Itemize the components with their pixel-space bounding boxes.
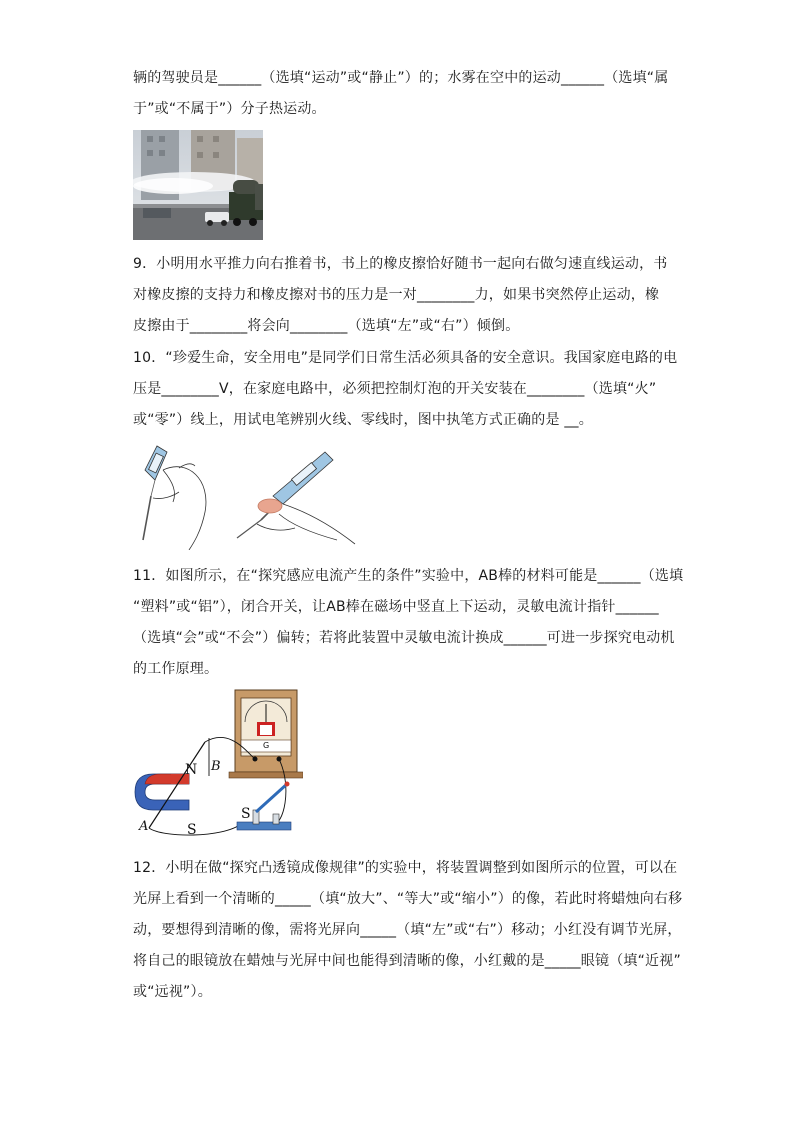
- rod-end-label-a: A: [139, 819, 149, 834]
- test-pen-grip-b: [237, 452, 355, 544]
- q10-line-2: 压是________V，在家庭电路中，必须把控制灯泡的开关安装在________（选填“火”: [133, 381, 657, 397]
- q9-line-1: 9．小明用水平推力向右推着书，书上的橡皮擦恰好随书一起向右做匀速直线运动，书: [133, 256, 668, 272]
- ab-rod: [149, 742, 205, 828]
- q12-line-5: 或“远视”）。: [133, 984, 212, 1000]
- q11-line-4: 的工作原理。: [133, 661, 219, 677]
- galvanometer-icon: [229, 690, 303, 778]
- q12-line-1: 12．小明在做“探究凸透镜成像规律”的实验中，将装置调整到如图所示的位置，可以在: [133, 860, 678, 876]
- fog-cannon-truck-photo: [133, 130, 263, 240]
- switch-label-s: S: [241, 806, 251, 822]
- q11-line-1: 11．如图所示，在“探究感应电流产生的条件”实验中，AB棒的材料可能是______（选填: [133, 568, 684, 584]
- q12-line-4: 将自己的眼镜放在蜡烛与光屏中间也能得到清晰的像，小红戴的是_____眼镜（填“近视”: [133, 953, 681, 969]
- rod-end-label-b: B: [211, 759, 221, 774]
- q11-line-3: （选填“会”或“不会”）偏转；若将此装置中灵敏电流计换成______可进一步探究电动机: [133, 630, 675, 646]
- q8-line-1: 辆的驾驶员是______（选填“运动”或“静止”）的；水雾在空中的运动______（选填“属: [133, 70, 669, 86]
- q9-line-2: 对橡皮擦的支持力和橡皮擦对书的压力是一对________力，如果书突然停止运动，橡: [133, 287, 660, 303]
- q10-line-3: 或“零”）线上，用试电笔辨别火线、零线时，图中执笔方式正确的是 __。: [133, 412, 593, 428]
- test-pen-grip-figure: [133, 440, 358, 550]
- test-pen-grip-a: [143, 446, 206, 550]
- q9-line-3: 皮擦由于________将会向________（选填“左”或“右”）倾倒。: [133, 318, 520, 334]
- q12-line-3: 动，要想得到清晰的像，需将光屏向_____（填“左”或“右”）移动；小红没有调节光屏，: [133, 922, 682, 938]
- induction-experiment-figure: [133, 688, 303, 840]
- q12-line-2: 光屏上看到一个清晰的_____（填“放大”、“等大”或“缩小”）的像，若此时将蜡烛向右移: [133, 891, 683, 907]
- q11-line-2: “塑料”或“铝”），闭合开关，让AB棒在磁场中竖直上下运动，灵敏电流计指针______: [133, 599, 659, 615]
- q10-line-1: 10．“珍爱生命，安全用电”是同学们日常生活必须具备的安全意识。我国家庭电路的电: [133, 350, 678, 366]
- magnet-pole-label-n: N: [185, 762, 198, 778]
- q8-line-2: 于”或“不属于”）分子热运动。: [133, 101, 326, 117]
- galvanometer-label-g: G: [263, 741, 270, 750]
- magnet-pole-label-s: S: [187, 822, 197, 838]
